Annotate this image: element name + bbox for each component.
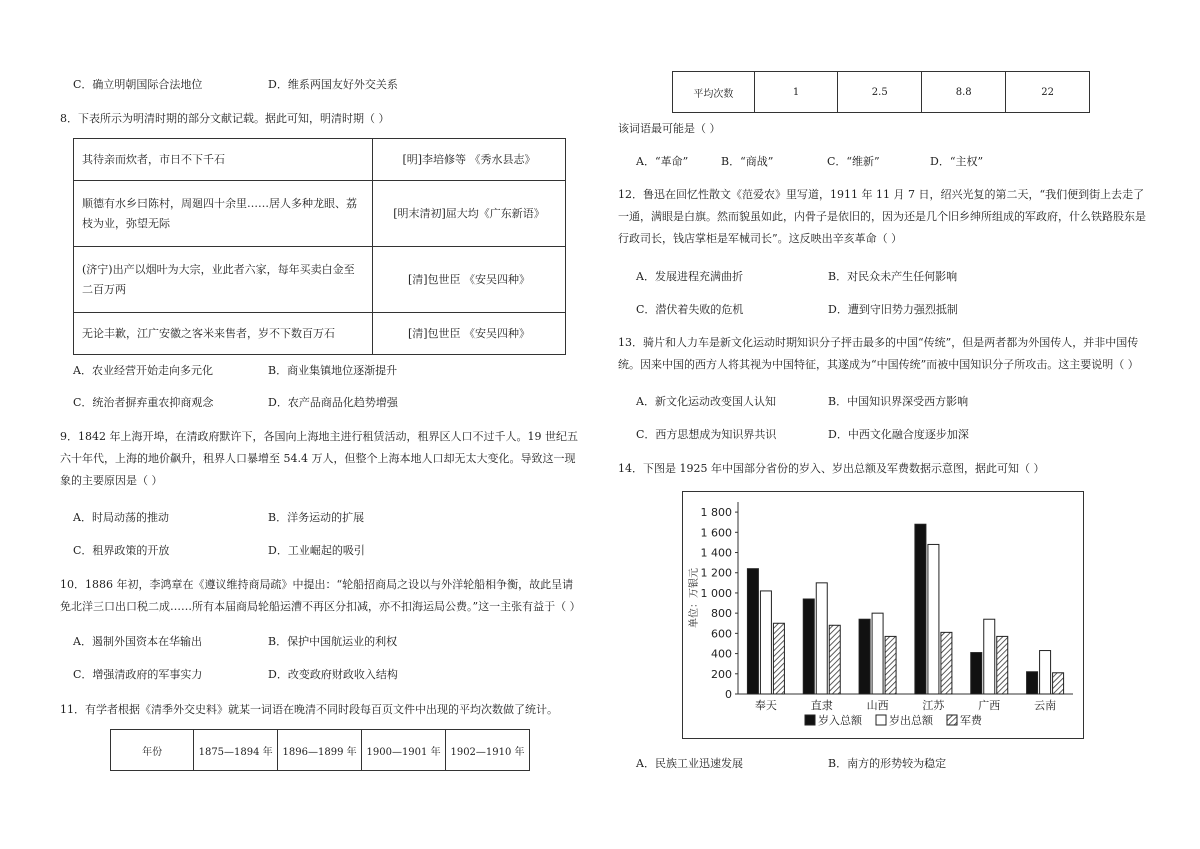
q9-option-b: B．洋务运动的扩展 [268, 511, 365, 524]
q14-option-b: B．南方的形势较为稳定 [828, 757, 947, 770]
y-tick-label: 1 600 [700, 526, 732, 540]
table-cell: 22 [1006, 72, 1090, 113]
table-cell: 无论丰歉，江广安徽之客米来售者，岁不下数百万石 [74, 313, 373, 355]
table-cell: 2.5 [838, 72, 922, 113]
table-cell: [清]包世臣 《安吴四种》 [373, 313, 566, 355]
q11-stem: 11．有学者根据《清季外交史料》就某一词语在晚清不同时段每百页文件中出现的平均次数做了统计。 [60, 703, 558, 716]
table-row [74, 181, 566, 247]
q9-option-a: A．时局动荡的推动 [73, 511, 169, 524]
q13-stem: 13．骑片和人力车是新文化运动时期知识分子抨击最多的中国“传统”，但是两者都为外国传人，并非中国传统。因来中国的西方人将其视为中国特征，其遂成为“中国传统”而被中国知识分子所攻击。这主要说明（ ） [618, 336, 1139, 371]
q11-average-table [672, 71, 1090, 113]
x-tick-label: 奉天 [754, 699, 777, 712]
q12-stem: 12．鲁迅在回忆性散文《范爱农》里写道，1911 年 11 月 7 日，绍兴光复的第二天，“我们便到街上去走了一通，满眼是白旗。然而貌虽如此，内骨子是依旧的，因为还是几个旧乡绅所组成的军政府，什么铁路股东是行政司长，钱店掌柜是军械司长”。这反映出辛亥革命（ ） [618, 188, 1146, 245]
q10-option-d: D．改变政府财政收入结构 [268, 668, 398, 681]
bar-岁出总额-奉天 [760, 591, 771, 694]
q10-stem: 10．1886 年初，李鸿章在《遵议维持商局疏》中提出：“轮船招商局之设以与外洋轮船相争衡，故此呈请免北洋三口出口税二成……所有本届商局轮船运漕不再区分扣减，亦不扣海运局公费。”这一主张有益于（ ） [60, 578, 581, 613]
legend-swatch-岁入总额 [805, 715, 815, 725]
y-tick-label: 1 800 [700, 506, 732, 520]
bar-军费-广西 [997, 636, 1008, 694]
q9-option-d: D．工业崛起的吸引 [268, 544, 365, 557]
q12-option-b: B．对民众未产生任何影响 [828, 270, 958, 283]
x-tick-label: 江苏 [922, 699, 945, 712]
bar-岁出总额-直隶 [816, 583, 827, 694]
x-tick-label: 直隶 [810, 699, 833, 712]
y-tick-label: 1 400 [700, 546, 732, 560]
q7-option-c: C．确立明朝国际合法地位 [73, 78, 203, 91]
q8-option-b: B．商业集镇地位逐渐提升 [268, 364, 398, 377]
q13-option-b: B．中国知识界深受西方影响 [828, 395, 969, 408]
table-cell: 1 [754, 72, 838, 113]
y-tick-label: 200 [711, 667, 732, 681]
q10-option-c: C．增强清政府的军事实力 [73, 668, 203, 681]
table-row [74, 247, 566, 313]
table-cell: 顺德有水乡曰陈村，周廻四十余里……居人多种龙眼、荔枝为业，弥望无际 [74, 181, 373, 247]
table-row [74, 139, 566, 181]
table-cell: 平均次数 [673, 72, 755, 113]
y-tick-label: 400 [711, 647, 732, 661]
x-tick-label: 广西 [978, 699, 1001, 712]
q9-option-c: C．租界政策的开放 [73, 544, 170, 557]
table-cell: (济宁)出产以烟叶为大宗，业此者六家，每年买卖白金至二百万两 [74, 247, 373, 313]
q13-option-c: C．西方思想成为知识界共识 [636, 428, 777, 441]
table-cell: 其待亲而炊者，市日不下千石 [74, 139, 373, 181]
table-cell: 1875—1894 年 [194, 730, 278, 771]
q8-source-table [73, 138, 566, 355]
bar-岁出总额-江苏 [928, 544, 939, 694]
bar-岁入总额-奉天 [747, 569, 758, 694]
q11-question-tail: 该词语最可能是（ ） [618, 122, 721, 135]
table-row [111, 730, 530, 771]
q8-option-c: C．统治者摒弃重农抑商观念 [73, 396, 214, 409]
y-tick-label: 600 [711, 627, 732, 641]
bar-岁入总额-云南 [1027, 672, 1038, 694]
bar-岁出总额-山西 [872, 613, 883, 694]
q12-option-d: D．遭到守旧势力强烈抵制 [828, 303, 958, 316]
fiscal-chart [682, 491, 1084, 739]
bar-军费-山西 [885, 636, 896, 694]
q13-option-a: A．新文化运动改变国人认知 [636, 395, 776, 408]
q12-option-c: C．潜伏着失败的危机 [636, 303, 744, 316]
q11-option-b: B．“商战” [721, 155, 774, 168]
table-cell: [清]包世臣 《安吴四种》 [373, 247, 566, 313]
bar-岁入总额-江苏 [915, 524, 926, 694]
table-cell: 年份 [111, 730, 194, 771]
bar-岁入总额-广西 [971, 653, 982, 694]
legend-swatch-岁出总额 [876, 715, 886, 725]
table-row [74, 313, 566, 355]
bar-军费-直隶 [829, 625, 840, 694]
q7-option-d: D．维系两国友好外交关系 [268, 78, 398, 91]
q11-option-d: D．“主权” [930, 155, 984, 168]
table-row [673, 72, 1090, 113]
q9-stem: 9．1842 年上海开埠，在清政府默许下，各国向上海地主进行租赁活动，租界区人口不过千人。19 世纪五六十年代，上海的地价飙升，租界人口暴增至 54.4 万人，但整个上海本地人口却无太大变化。导致这一现象的主要原因是（ ） [60, 430, 578, 487]
q8-option-d: D．农产品商品化趋势增强 [268, 396, 398, 409]
table-cell: 1900—1901 年 [362, 730, 446, 771]
table-cell: 8.8 [922, 72, 1006, 113]
y-tick-label: 800 [711, 607, 732, 621]
q11-option-a: A．“革命” [636, 155, 689, 168]
x-tick-label: 云南 [1034, 699, 1057, 712]
y-tick-label: 1 200 [700, 566, 732, 580]
bar-岁入总额-山西 [859, 619, 870, 694]
q8-option-a: A．农业经营开始走向多元化 [73, 364, 213, 377]
bar-岁出总额-广西 [984, 619, 995, 694]
q8-stem: 8．下表所示为明清时期的部分文献记载。据此可知，明清时期（ ） [60, 112, 390, 125]
q11-option-c: C．“维新” [827, 155, 880, 168]
bar-军费-奉天 [773, 623, 784, 694]
q12-option-a: A．发展进程充满曲折 [636, 270, 743, 283]
legend-label-岁入总额: 岁入总额 [818, 714, 862, 727]
table-cell: 1902—1910 年 [446, 730, 530, 771]
q10-option-a: A．遏制外国资本在华输出 [73, 635, 202, 648]
legend-swatch-军费 [947, 715, 957, 725]
q14-option-a: A．民族工业迅速发展 [636, 757, 743, 770]
bar-军费-江苏 [941, 632, 952, 694]
table-cell: [明末清初]屈大均《广东新语》 [373, 181, 566, 247]
bar-军费-云南 [1053, 673, 1064, 694]
q13-option-d: D．中西文化融合度逐步加深 [828, 428, 969, 441]
legend-label-军费: 军费 [960, 714, 982, 727]
y-tick-label: 1 000 [700, 586, 732, 600]
y-tick-label: 0 [725, 688, 732, 701]
table-cell: 1896—1899 年 [278, 730, 362, 771]
x-tick-label: 山西 [866, 699, 889, 712]
bar-岁出总额-云南 [1040, 651, 1051, 694]
legend-label-岁出总额: 岁出总额 [889, 714, 933, 727]
q11-year-table [110, 729, 530, 771]
bar-岁入总额-直隶 [803, 599, 814, 694]
table-cell: [明]李培修等 《秀水县志》 [373, 139, 566, 181]
q10-option-b: B．保护中国航运业的利权 [268, 635, 398, 648]
fiscal-bar-chart [683, 492, 1083, 738]
y-axis-label: 单位：万银元 [689, 568, 700, 628]
q14-stem: 14．下图是 1925 年中国部分省份的岁入、岁出总额及军费数据示意图，据此可知（ ） [618, 462, 1045, 475]
